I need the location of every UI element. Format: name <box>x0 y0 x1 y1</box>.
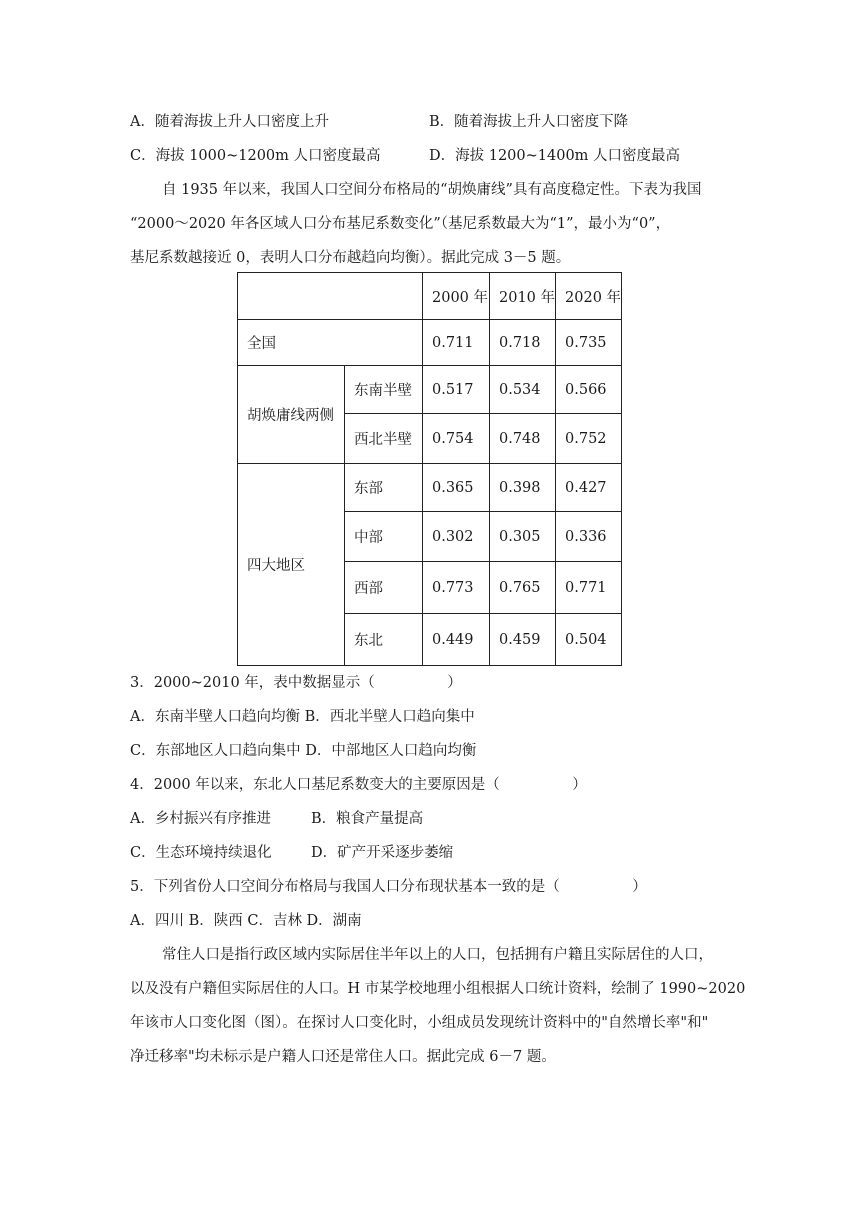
q4-stem: 4．2000 年以来，东北人口基尼系数变大的主要原因是（ ） <box>130 777 587 793</box>
cell-central-2000: 0.302 <box>423 512 490 562</box>
q4-option-b: B．粮食产量提高 <box>311 811 424 827</box>
row-label-central: 中部 <box>345 512 423 562</box>
q2-option-b: B．随着海拔上升人口密度下降 <box>429 114 629 130</box>
q4-option-a: A．乡村振兴有序推进 <box>130 811 271 827</box>
table-header-row <box>238 273 622 320</box>
cell-national-2020: 0.735 <box>556 320 622 366</box>
q3-options-ab: A．东南半壁人口趋向均衡 B．西北半壁人口趋向集中 <box>130 709 475 725</box>
row-label-northeast: 东北 <box>345 614 423 666</box>
q5-stem: 5．下列省份人口空间分布格局与我国人口分布现状基本一致的是（ ） <box>130 879 647 895</box>
row-label-northwest: 西北半壁 <box>345 414 423 464</box>
cell-northwest-2000: 0.754 <box>423 414 490 464</box>
cell-central-2020: 0.336 <box>556 512 622 562</box>
intro1-line2: “2000～2020 年各区域人口分布基尼系数变化”（基尼系数最大为“1”，最小为“0”， <box>130 216 671 232</box>
cell-southeast-2010: 0.534 <box>490 366 556 414</box>
table-row-east <box>238 464 622 512</box>
cell-northeast-2020: 0.504 <box>556 614 622 666</box>
cell-east-2000: 0.365 <box>423 464 490 512</box>
intro2-line4: 净迁移率"均未标示是户籍人口还是常住人口。据此完成 6－7 题。 <box>130 1049 556 1065</box>
gini-table <box>237 272 622 666</box>
q2-option-a: A．随着海拔上升人口密度上升 <box>130 114 329 130</box>
cell-east-2020: 0.427 <box>556 464 622 512</box>
table-corner-cell <box>238 273 423 320</box>
cell-west-2000: 0.773 <box>423 562 490 614</box>
cell-central-2010: 0.305 <box>490 512 556 562</box>
q4-option-d: D．矿产开采逐步萎缩 <box>311 845 454 861</box>
cell-northeast-2000: 0.449 <box>423 614 490 666</box>
group-label-hu-line: 胡焕庸线两侧 <box>238 366 345 464</box>
cell-northwest-2020: 0.752 <box>556 414 622 464</box>
table-row-southeast <box>238 366 622 414</box>
cell-national-2000: 0.711 <box>423 320 490 366</box>
table-row-national <box>238 320 622 366</box>
group-label-four-regions: 四大地区 <box>238 464 345 666</box>
intro2-line1: 常住人口是指行政区域内实际居住半年以上的人口，包括拥有户籍且实际居住的人口， <box>162 947 713 963</box>
row-label-east: 东部 <box>345 464 423 512</box>
header-2010: 2010 年 <box>490 273 556 320</box>
q5-options: A．四川 B．陕西 C．吉林 D．湖南 <box>130 913 362 929</box>
intro1-line1: 自 1935 年以来，我国人口空间分布格局的“胡焕庸线”具有高度稳定性。下表为我国 <box>162 182 702 198</box>
cell-west-2010: 0.765 <box>490 562 556 614</box>
intro2-line3: 年该市人口变化图（图）。在探讨人口变化时，小组成员发现统计资料中的"自然增长率"和" <box>130 1015 709 1031</box>
q2-option-c: C．海拔 1000~1200m 人口密度最高 <box>130 148 381 164</box>
intro2-line2: 以及没有户籍但实际居住的人口。H 市某学校地理小组根据人口统计资料，绘制了 1990~2020 <box>130 981 746 997</box>
q4-option-c: C．生态环境持续退化 <box>130 845 272 861</box>
q2-option-d: D．海拔 1200~1400m 人口密度最高 <box>429 148 681 164</box>
q3-options-cd: C．东部地区人口趋向集中 D．中部地区人口趋向均衡 <box>130 743 477 759</box>
cell-southeast-2000: 0.517 <box>423 366 490 414</box>
cell-national-2010: 0.718 <box>490 320 556 366</box>
row-label-national: 全国 <box>238 320 423 366</box>
cell-southeast-2020: 0.566 <box>556 366 622 414</box>
row-label-southeast: 东南半壁 <box>345 366 423 414</box>
q3-stem: 3．2000~2010 年，表中数据显示（ ） <box>130 675 462 691</box>
cell-east-2010: 0.398 <box>490 464 556 512</box>
header-2000: 2000 年 <box>423 273 490 320</box>
cell-northeast-2010: 0.459 <box>490 614 556 666</box>
intro1-line3: 基尼系数越接近 0，表明人口分布越趋向均衡）。据此完成 3－5 题。 <box>130 250 571 266</box>
cell-northwest-2010: 0.748 <box>490 414 556 464</box>
header-2020: 2020 年 <box>556 273 622 320</box>
row-label-west: 西部 <box>345 562 423 614</box>
cell-west-2020: 0.771 <box>556 562 622 614</box>
